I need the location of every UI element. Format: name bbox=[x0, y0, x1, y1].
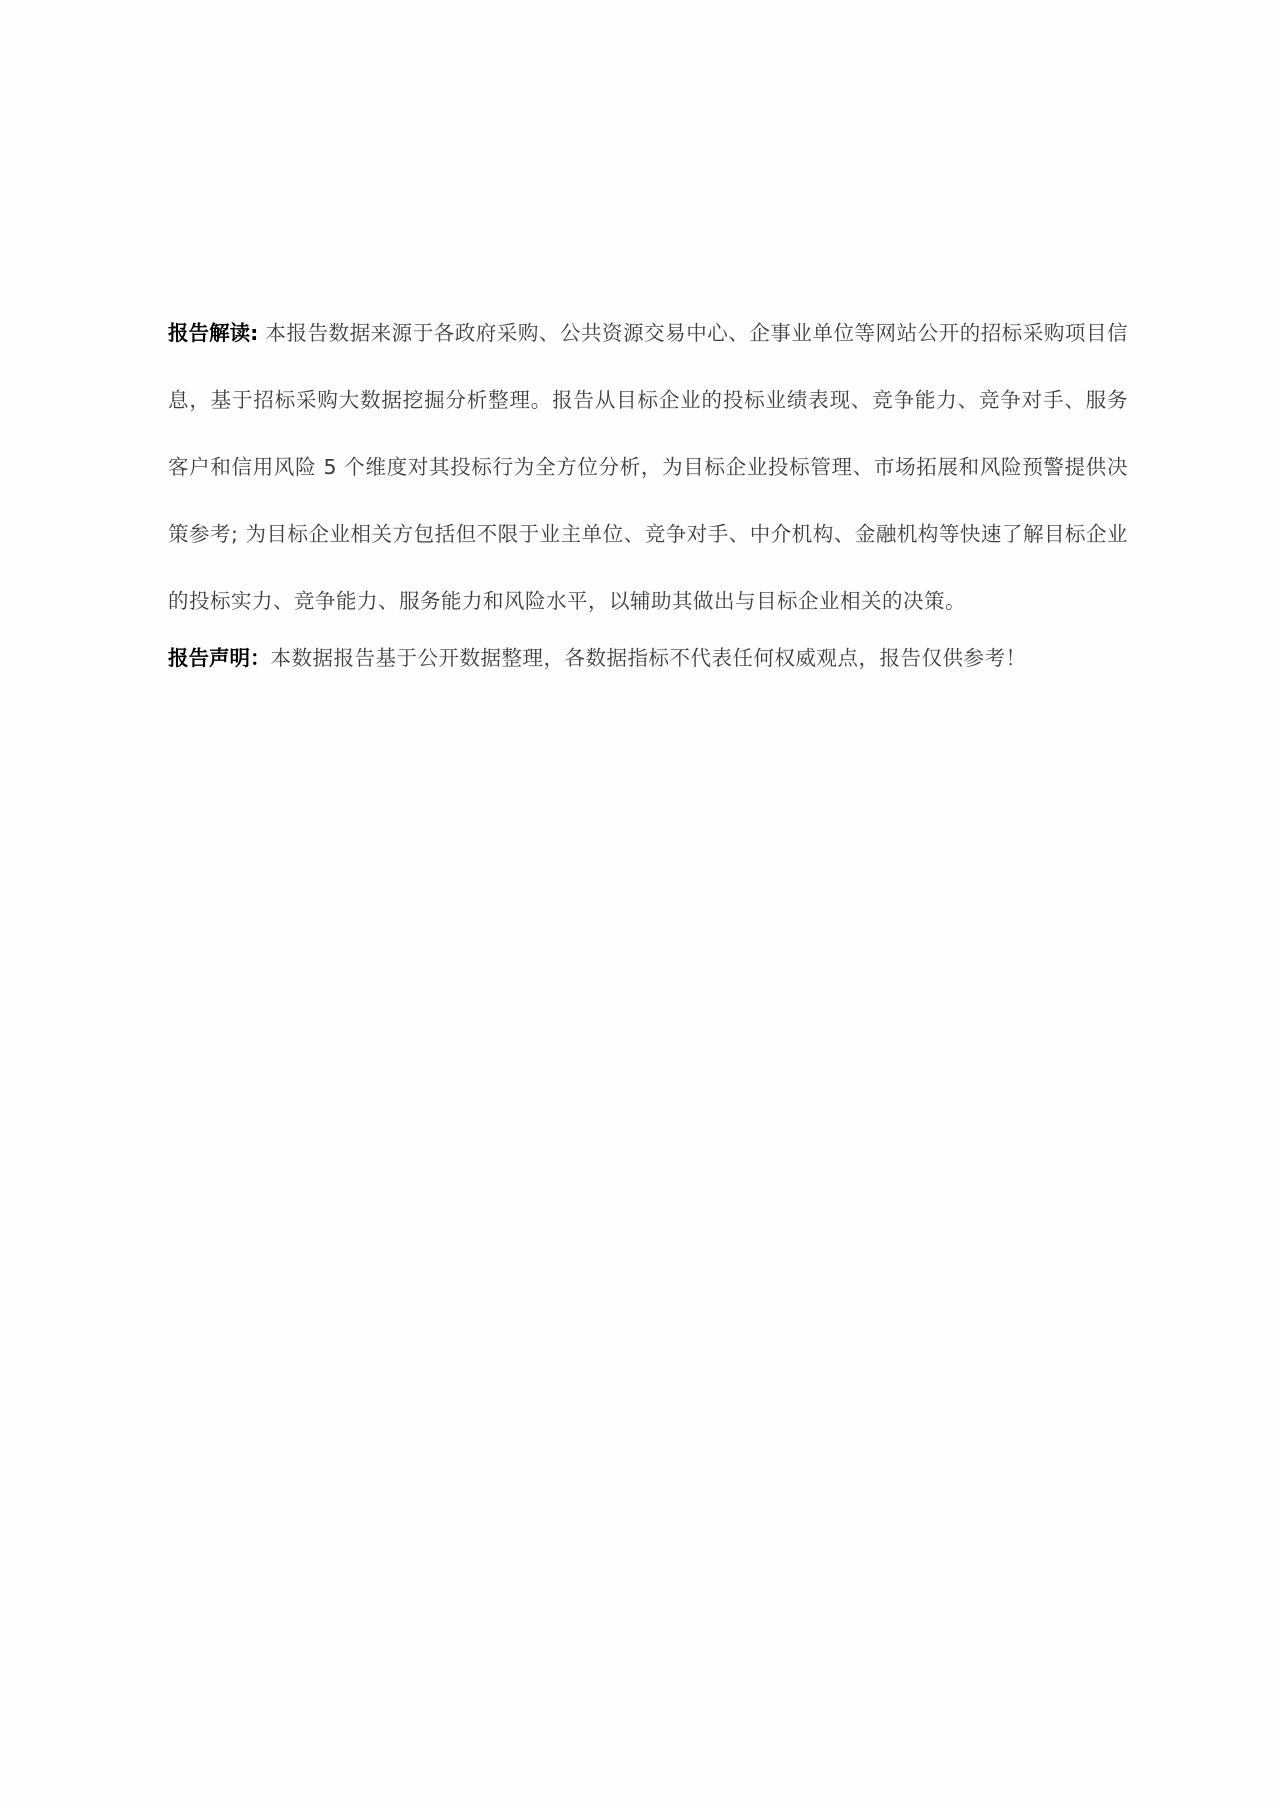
report-statement-paragraph bbox=[168, 625, 1128, 692]
report-interpretation-label: 报告解读: bbox=[168, 321, 259, 345]
report-interpretation-paragraph bbox=[168, 300, 1128, 635]
report-statement-label: 报告声明： bbox=[168, 646, 271, 670]
report-statement-text: 本数据报告基于公开数据整理，各数据指标不代表任何权威观点，报告仅供参考！ bbox=[270, 646, 1027, 670]
report-interpretation-text: 本报告数据来源于各政府采购、公共资源交易中心、企事业单位等网站公开的招标采购项目信息，基于招标采购大数据挖掘分析整理。报告从目标企业的投标业绩表现、竞争能力、竞争对手、服务客户和信用风险 5 个维度对其投标行为全方位分析，为目标企业投标管理、市场拓展和风险预警提供决策参考; 为目标企业相关方包括但不限于业主单位、竞争对手、中介机构、金融机构等快速了解目标企业的投标实力、竞争能力、服务能力和风险水平，以辅助其做出与目标企业相关的决策。 bbox=[168, 321, 1128, 613]
document-body bbox=[168, 300, 1128, 692]
